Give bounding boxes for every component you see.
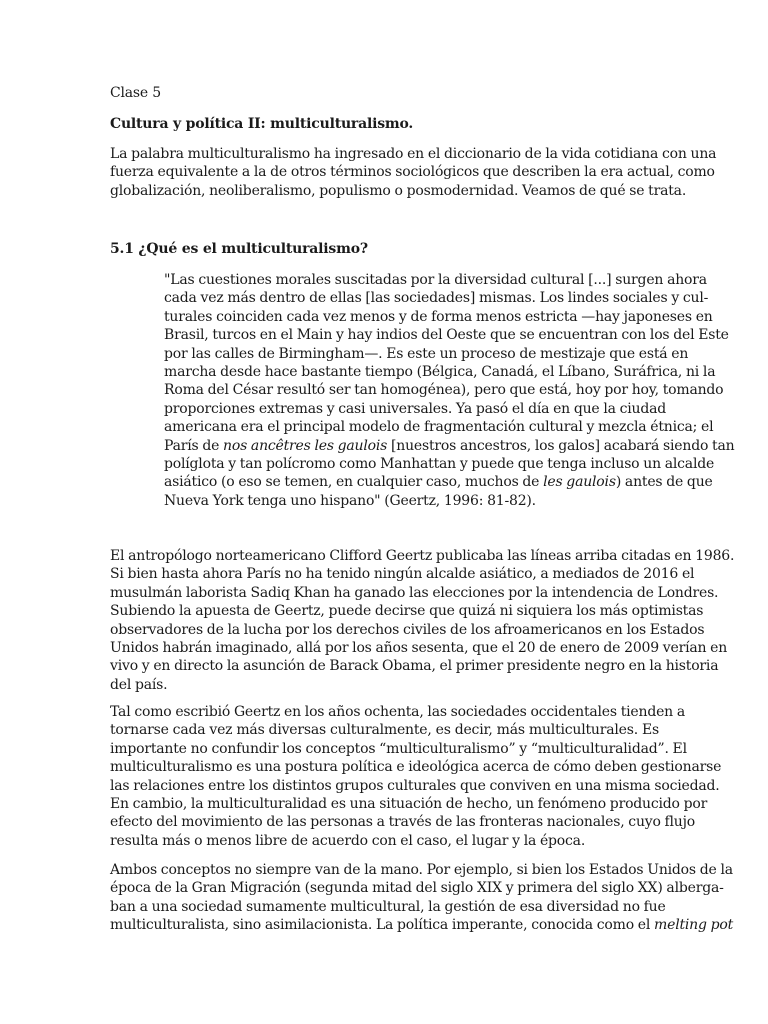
text-line: La palabra multiculturalismo ha ingresado en el diccionario de la vida cotidiana con una <box>110 146 717 162</box>
text-line: época de la Gran Migración (segunda mitad del siglo XIX y primera del siglo XX) alberga- <box>110 880 724 897</box>
text-segment: [nuestros ancestros, los galos] acabará siendo tan <box>387 437 735 454</box>
text-line: vivo y en directo la asunción de Barack Obama, el primer presidente negro en la historia <box>110 658 719 675</box>
class-label: Clase 5 <box>110 85 161 101</box>
text-line: Brasil, turcos en el Main y hay indios del Oeste que se encuentran con los del Este <box>164 327 729 344</box>
text-line: las relaciones entre los distintos grupos culturales que conviven en una misma sociedad. <box>110 777 720 794</box>
italic-segment: nos ancêtres les gaulois <box>223 437 388 454</box>
text-line: observadores de la lucha por los derechos civiles de los afroamericanos en los Estados <box>110 621 705 638</box>
text-line: Subiendo la apuesta de Geertz, puede decirse que quizá ni siquiera los más optimistas <box>110 603 704 620</box>
text-line: "Las cuestiones morales suscitadas por la diversidad cultural [...] surgen ahora <box>164 272 707 288</box>
text-line: por las calles de Birmingham—. Es este un proceso de mestizaje que está en <box>164 345 689 362</box>
text-segment: París de <box>164 437 224 454</box>
text-line: globalización, neoliberalismo, populismo o posmodernidad. Veamos de qué se trata. <box>110 182 687 199</box>
text-line: marcha desde hace bastante tiempo (Bélgica, Canadá, el Líbano, Suráfrica, ni la <box>164 364 716 381</box>
text-line: proporciones extremas y casi universales. Ya pasó el día en que la ciudad <box>164 400 667 417</box>
text-line: cada vez más dentro de ellas [las sociedades] mismas. Los lindes sociales y cul- <box>164 290 709 307</box>
text-segment: ) antes de que <box>615 474 713 491</box>
text-segment: multiculturalista, sino asimilacionista. La política imperante, conocida como el <box>110 917 655 934</box>
document-title: Cultura y política II: multiculturalismo. <box>110 116 414 132</box>
text-line <box>164 437 735 455</box>
paragraph-ambos <box>110 861 734 935</box>
paragraph-geertz <box>110 547 735 694</box>
text-line: multiculturalismo es una postura política e ideológica acerca de cómo deben gestionarse <box>110 759 722 776</box>
text-line: políglota y tan polícromo como Manhattan y puede que tenga incluso un alcalde <box>164 456 715 473</box>
text-line: importante no confundir los conceptos “multiculturalismo” y “multiculturalidad”. El <box>110 740 687 757</box>
paragraph-tal-como <box>110 703 722 850</box>
text-line: resulta más o menos libre de acuerdo con el caso, el lugar y la época. <box>110 832 586 849</box>
text-line: efecto del movimiento de las personas a través de las fronteras nacionales, cuyo flujo <box>110 814 695 831</box>
text-line: En cambio, la multiculturalidad es una situación de hecho, un fenómeno producido por <box>110 796 708 813</box>
italic-segment: melting pot <box>654 917 734 934</box>
text-line: americana era el principal modelo de fragmentación cultural y mezcla étnica; el <box>164 419 714 436</box>
section-heading: 5.1 ¿Qué es el multiculturalismo? <box>110 241 368 257</box>
geertz-quote <box>164 271 735 510</box>
text-line: del país. <box>110 676 168 693</box>
text-line: Ambos conceptos no siempre van de la mano. Por ejemplo, si bien los Estados Unidos de la <box>110 862 733 878</box>
text-segment: asiático (o eso se temen, en cualquier caso, muchos de <box>164 474 544 491</box>
text-line: tornarse cada vez más diversas culturalmente, es decir, más multiculturales. Es <box>110 722 659 739</box>
text-line: turales coinciden cada vez menos y de forma menos estricta —hay japoneses en <box>164 308 713 325</box>
text-line <box>164 473 713 491</box>
text-line: Unidos habrán imaginado, allá por los años sesenta, que el 20 de enero de 2009 verían en <box>110 640 728 657</box>
text-line: musulmán laborista Sadiq Khan ha ganado las elecciones por la intendencia de Londres. <box>110 584 719 601</box>
intro-paragraph <box>110 145 717 200</box>
text-line: El antropólogo norteamericano Clifford Geertz publicaba las líneas arriba citadas en 1986. <box>110 548 735 564</box>
text-line: Roma del César resultó ser tan homogénea), pero que está, hoy por hoy, tomando <box>164 382 724 399</box>
text-line: Tal como escribió Geertz en los años ochenta, las sociedades occidentales tienden a <box>110 704 685 720</box>
text-line: Nueva York tenga uno hispano" (Geertz, 1996: 81-82). <box>164 492 536 509</box>
text-line: ban a una sociedad sumamente multicultural, la gestión de esa diversidad no fue <box>110 898 666 915</box>
text-line <box>110 916 734 934</box>
italic-segment: les gaulois <box>543 474 616 491</box>
text-line: fuerza equivalente a la de otros términos sociológicos que describen la era actual, como <box>110 164 715 181</box>
text-line: Si bien hasta ahora París no ha tenido ningún alcalde asiático, a mediados de 2016 el <box>110 566 695 583</box>
